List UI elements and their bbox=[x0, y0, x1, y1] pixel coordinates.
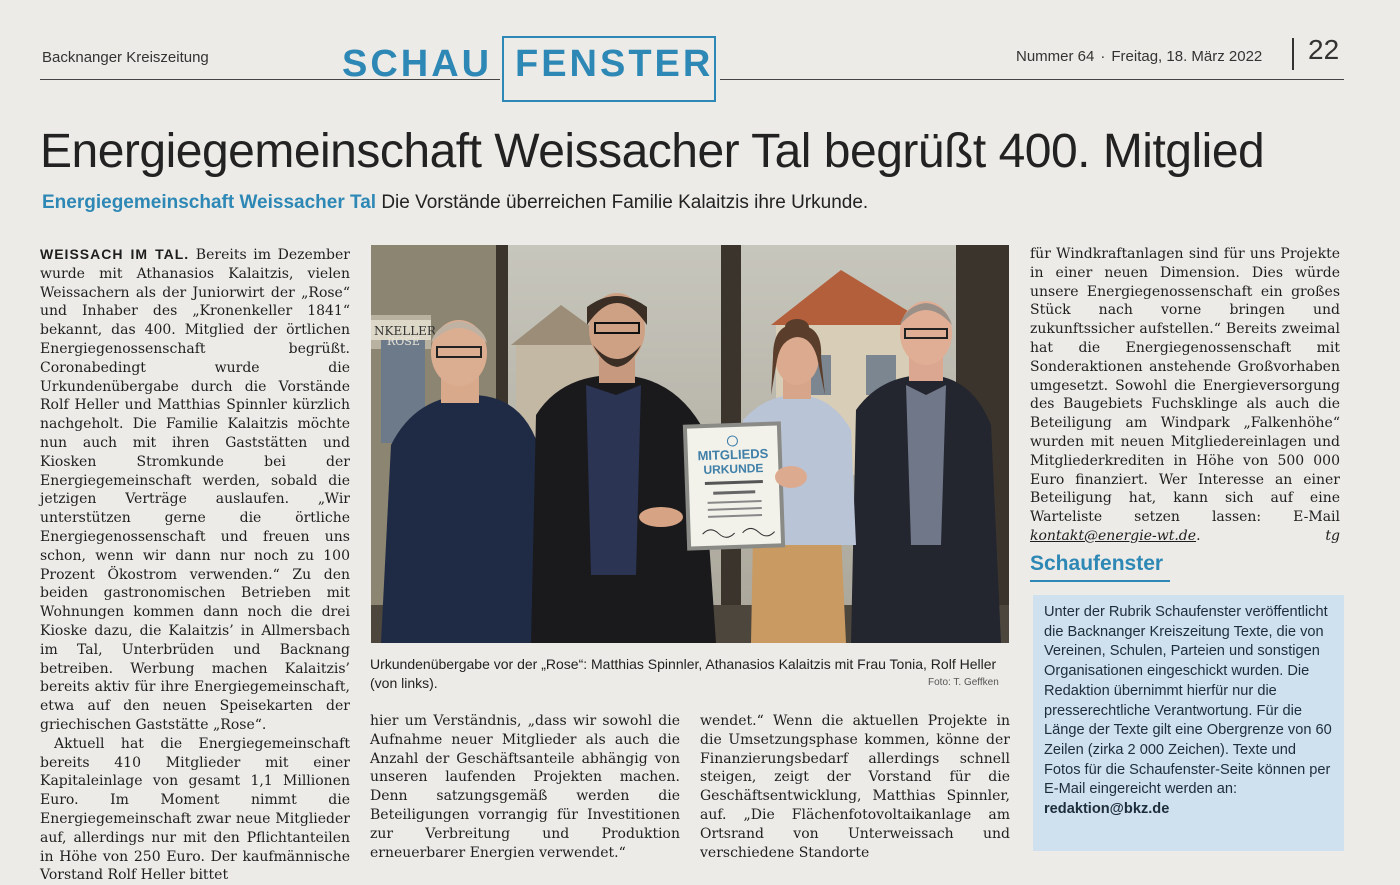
sign-rose: ROSE bbox=[387, 335, 420, 348]
contact-email-link[interactable]: kontakt@energie-wt.de bbox=[1030, 527, 1197, 544]
photo-credit: Foto: T. Geffken bbox=[928, 677, 999, 688]
section-logo-part2: FENSTER bbox=[515, 43, 714, 85]
page-number-separator bbox=[1292, 38, 1294, 70]
membership-certificate bbox=[683, 421, 785, 550]
newspaper-name: Backnanger Kreiszeitung bbox=[42, 49, 209, 66]
article-dateline: WEISSACH IM TAL. bbox=[40, 246, 190, 262]
issue-number: Nummer 64 bbox=[1016, 48, 1095, 65]
article-column-3: wendet.“ Wenn die aktuellen Projekte in die Umsetzungsphase kommen, könne der Finanzierungsbedarf allerdings schnell steigen, zeigt der Vorstand für die Geschäftsentwicklung, Matthias Spinnler, auf. „Die Flächenfotovoltaikanlage am Ortsrand von Unterweissach und verschiedene Standorte bbox=[700, 713, 1010, 861]
sign-kronenkeller: NKELLER bbox=[374, 324, 436, 338]
issue-date: Freitag, 18. März 2022 bbox=[1111, 48, 1263, 65]
page-number: 22 bbox=[1308, 34, 1340, 65]
article-paragraph bbox=[40, 245, 350, 735]
article-column-2: hier um Verständnis, „dass wir sowohl die Aufnahme neuer Mitglieder als auch die Anzahl der Geschäftsanteile abhängig von unseren laufenden Projekten machen. Denn satzungsgemäß werden die Beteiligungen vorrangig für Investitionen zur Verbreitung und Produktion erneuerbarer Energien verwendet.“ bbox=[370, 713, 680, 861]
article-subhead bbox=[42, 192, 868, 214]
article-text-col4: für Windkraftanlagen sind für uns Projekte in einer neuen Dimension. Dies würde unsere Energiegenossenschaft ein großes Stück nach vorne bringen und zukunftssicher aufstellen.“ Bereits zweimal hat die Energiegenossenschaft mit Sonderaktionen anstehende Großvorhaben umgesetzt. Sowohl die Energieversorgung des Baugebiets Fuchsklinge als auch die Beteiligung am Windpark „Falkenhöhe“ wurden mit neuen Mitgliedereinlagen und Mitgliederkrediten in Höhe von 500 000 Euro finanziert. Wer Interesse an einer Beteiligung hat, kann sich auf eine Warteliste setzen lassen: E-Mail bbox=[1030, 246, 1340, 526]
sidebar-heading-rule bbox=[1030, 580, 1170, 582]
issue-info bbox=[1016, 48, 1262, 65]
article-headline: Energiegemeinschaft Weissacher Tal begrüßt 400. Mitglied bbox=[40, 125, 1265, 178]
sidebar-info-box bbox=[1033, 595, 1344, 851]
photo-caption: Urkundenübergabe vor der „Rose“: Matthias Spinnler, Athanasios Kalaitzis mit Frau Tonia, Rolf Heller (von links). bbox=[370, 656, 997, 691]
sidebar-body: Unter der Rubrik Schaufenster veröffentlicht die Backnanger Kreiszeitung Texte, die von Vereinen, Schulen, Parteien und sonstigen Organisationen eingeschickt wurden. Die Redaktion übernimmt hierfür nur die presserechtliche Verantwortung. Für die Länge der Texte gilt eine Obergrenze von 60 Zeilen (zirka 2 000 Zeichen). Texte und Fotos für die Schaufenster-Seite können per E-Mail eingereicht werden an: bbox=[1044, 604, 1332, 798]
article-paragraph-2: Aktuell hat die Energiegemeinschaft bereits 410 Mitglieder mit einer Kapitaleinlage von gesamt 1,1 Millionen Euro. Im Moment nimmt die Energiegemeinschaft zwar neue Mitglieder auf, allerdings nur mit den Pflichtanteilen in Höhe von 250 Euro. Der kaufmännische Vorstand Rolf Heller bittet bbox=[40, 735, 350, 884]
article-text-col4-end: . bbox=[1196, 527, 1201, 544]
article-kicker: Energiegemeinschaft Weissacher Tal bbox=[42, 192, 377, 213]
article-photo bbox=[371, 245, 1009, 643]
sidebar-heading: Schaufenster bbox=[1030, 552, 1164, 575]
author-signature: tg bbox=[1325, 527, 1340, 544]
issue-separator-dot: · bbox=[1100, 48, 1106, 65]
article-column-4 bbox=[1030, 245, 1340, 546]
sidebar-email-link[interactable]: redaktion@bkz.de bbox=[1044, 801, 1170, 818]
article-column-1 bbox=[40, 245, 350, 885]
article-deck: Die Vorstände überreichen Familie Kalaitzis ihre Urkunde. bbox=[381, 192, 869, 213]
photo-illustration bbox=[371, 245, 1009, 643]
article-text: Bereits im Dezember wurde mit Athanasios Kalaitzis, vielen Weissachern als der Juniorwirt der „Rose“ und Inhaber des „Kronenkeller 1841“ bekannt, das 400. Mitglied der örtlichen Energiegenossenschaft begrüßt. Coronabedingt wurde die Urkundenübergabe durch die Vorstände Rolf Heller und Matthias Spinnler kürzlich nachgeholt. Die Familie Kalaitzis möchte nun auch mit ihren Gaststätten und Kiosken Stromkunde bei der Energiegemeinschaft werden, sobald die jetzigen Verträge auslaufen. „Wir unterstützen gerne die örtliche Energiegenossenschaft und freuen uns schon, wenn wir dann nur noch zu 100 Prozent Ökostrom verwenden.“ Zu den beiden gastronomischen Betrieben mit Wohnungen kommen dann noch die drei Kioske dazu, die Kalaitzis’ in Allmersbach im Tal, Unterbrüden und Backnang betreiben. Werbung machen Kalaitzis’ bereits aktiv für ihre Energiegemeinschaft, etwa auf den neuen Speisekarten der griechischen Gaststätte „Rose“. bbox=[40, 247, 350, 733]
article-paragraph-col4 bbox=[1030, 245, 1340, 546]
certificate-title-line2: URKUNDE bbox=[703, 460, 764, 478]
certificate-title-line1: MITGLIEDS bbox=[697, 445, 769, 464]
section-logo-part1: SCHAU bbox=[342, 43, 493, 85]
header-rule-right bbox=[720, 79, 1344, 80]
